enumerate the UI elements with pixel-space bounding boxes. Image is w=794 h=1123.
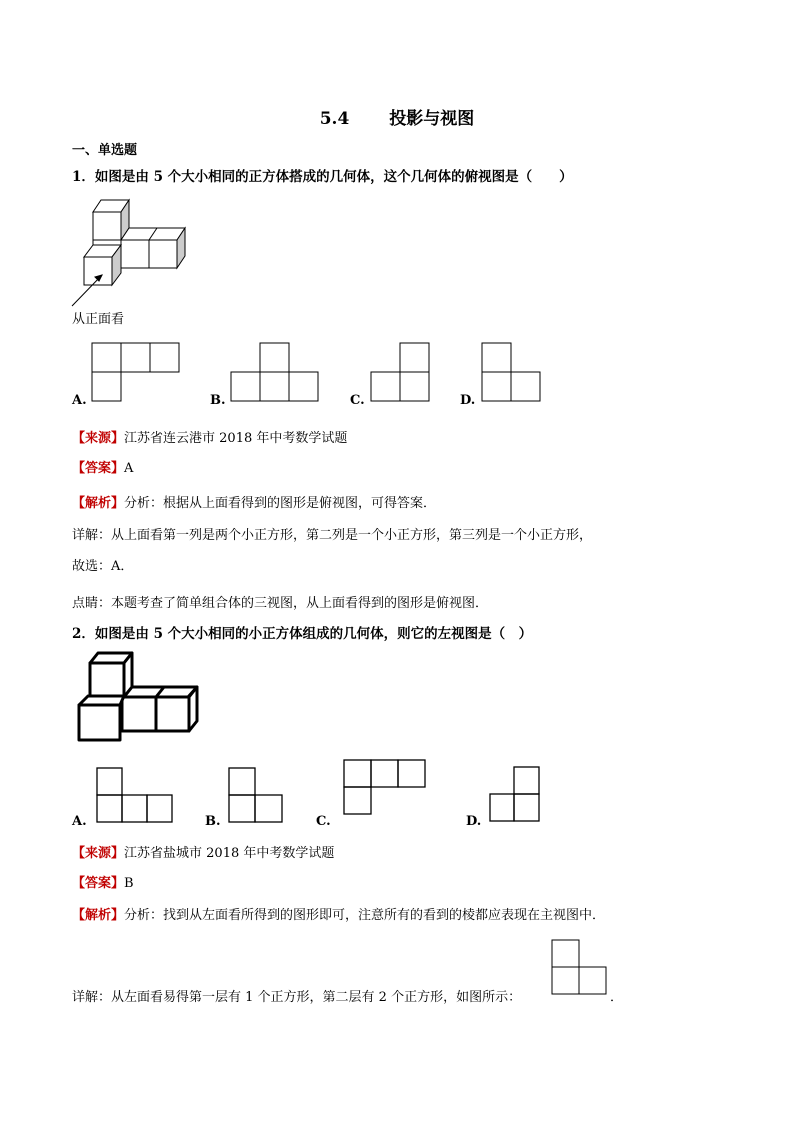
q1-option-c-figure — [371, 343, 429, 401]
q1-detail: 详解：从上面看第一列是两个小正方形，第二列是一个小正方形，第三列是一个小正方形， — [72, 528, 593, 543]
q1-comment: 点睛：本题考查了简单组合体的三视图，从上面看得到的图形是俯视图． — [72, 596, 489, 611]
q1-option-a-label: A. — [72, 393, 87, 408]
q1-option-b-label: B. — [210, 393, 226, 408]
q1-front-view-label: 从正面看 — [72, 312, 125, 327]
q2-option-d-figure — [490, 767, 539, 821]
q2-source-tag: 【来源】 — [72, 846, 125, 861]
q2-detail: 详解：从左面看易得第一层有 1 个正方形，第二层有 2 个正方形，如图所示： — [72, 990, 522, 1005]
q2-option-a-figure — [97, 768, 172, 822]
q2-answer: 【答案】B — [72, 876, 134, 891]
q2-option-d-label: D. — [466, 814, 482, 829]
q1-answer-tag: 【答案】 — [72, 461, 125, 476]
q1-source: 【来源】江苏省连云港市 2018 年中考数学试题 — [72, 431, 348, 446]
q1-option-b-figure — [231, 343, 318, 401]
q1-option-a-figure — [92, 343, 179, 401]
section-heading: 一、单选题 — [72, 143, 138, 158]
q2-analysis: 【解析】分析：找到从左面看所得到的图形即可，注意所有的看到的棱都应表现在主视图中． — [72, 908, 606, 923]
q1-option-d-figure — [482, 343, 540, 401]
q1-choose: 故选：A． — [72, 559, 134, 574]
q2-option-b-label: B. — [205, 814, 221, 829]
q2-option-c-label: C. — [316, 814, 331, 829]
q1-option-d-label: D. — [460, 393, 476, 408]
q2-stem: 2．如图是由 5 个大小相同的小正方体组成的几何体，则它的左视图是（ ） — [72, 626, 533, 642]
q1-source-tag: 【来源】 — [72, 431, 125, 446]
q2-option-c-figure — [344, 760, 425, 814]
q2-detail-end: ． — [610, 990, 624, 1005]
q1-option-c-label: C. — [350, 393, 365, 408]
q2-answer-tag: 【答案】 — [72, 876, 125, 891]
q2-analysis-tag: 【解析】 — [72, 908, 125, 923]
title-number: 5.4 — [319, 109, 350, 129]
q1-analysis: 【解析】分析：根据从上面看得到的图形是俯视图，可得答案． — [72, 496, 437, 511]
title-text: 投影与视图 — [389, 109, 475, 129]
q1-answer: 【答案】A — [72, 461, 134, 476]
page-title — [0, 104, 794, 129]
q2-option-a-label: A. — [72, 814, 87, 829]
q1-analysis-tag: 【解析】 — [72, 496, 125, 511]
q2-option-b-figure — [229, 768, 282, 822]
q1-stem: 1．如图是由 5 个大小相同的正方体搭成的几何体，这个几何体的俯视图是（ ） — [72, 169, 573, 185]
q2-source: 【来源】江苏省盐城市 2018 年中考数学试题 — [72, 846, 335, 861]
